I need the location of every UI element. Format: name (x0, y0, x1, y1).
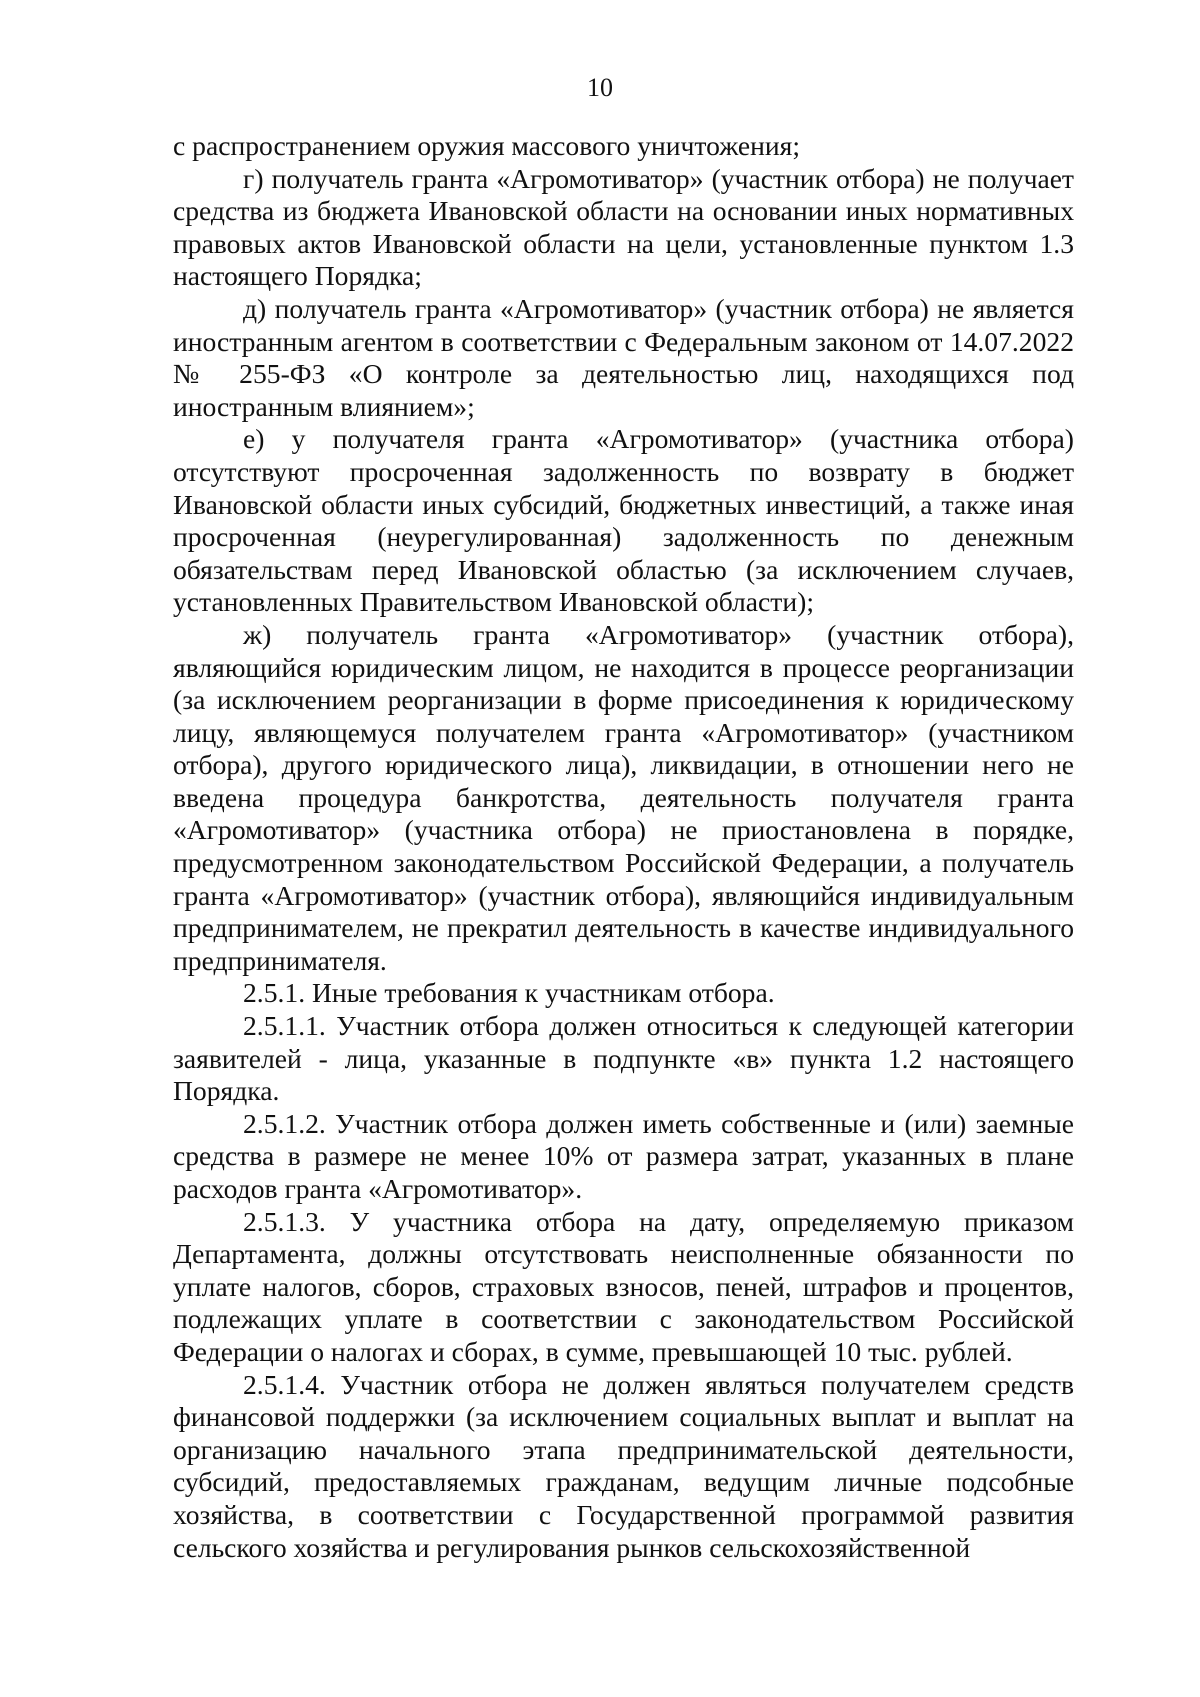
paragraph-item-zh: ж) получатель гранта «Агромотиватор» (участник отбора), являющийся юридическим лицом, не находится в процессе реорганизации (за исключением реорганизации в форме присоединения к юридическому лицу, являющемуся получателем гранта «Агромотиватор» (участником отбора), другого юридического лица), ликвидации, в отношении него не введена процедура банкротства, деятельность получателя гранта «Агромотиватор» (участника отбора) не приостановлена в порядке, предусмотренном законодательством Российской Федерации, а получатель гранта «Агромотиватор» (участник отбора), являющийся индивидуальным предпринимателем, не прекратил деятельность в качестве индивидуального предпринимателя. (173, 618, 1074, 976)
paragraph-item-d: д) получатель гранта «Агромотиватор» (участник отбора) не является иностранным агентом в соответствии с Федеральным законом от 14.07.2022 № 255-ФЗ «О контроле за деятельностью лиц, находящихся под иностранным влиянием»; (173, 292, 1074, 422)
paragraph-item-g: г) получатель гранта «Агромотиватор» (участник отбора) не получает средства из бюджета Ивановской области на основании иных нормативных правовых актов Ивановской области на цели, установленные пунктом 1.3 настоящего Порядка; (173, 162, 1074, 292)
paragraph-2-5-1-2: 2.5.1.2. Участник отбора должен иметь собственные и (или) заемные средства в размере не менее 10% от размера затрат, указанных в плане расходов гранта «Агромотиватор». (173, 1107, 1074, 1204)
paragraph-2-5-1-4: 2.5.1.4. Участник отбора не должен являться получателем средств финансовой поддержки (за исключением социальных выплат и выплат на организацию начального этапа предпринимательской деятельности, субсидий, предоставляемых гражданам, ведущим личные подсобные хозяйства, в соответствии с Государственной программой развития сельского хозяйства и регулирования рынков сельскохозяйственной (173, 1368, 1074, 1563)
paragraph-2-5-1-3: 2.5.1.3. У участника отбора на дату, определяемую приказом Департамента, должны отсутствовать неисполненные обязанности по уплате налогов, сборов, страховых взносов, пеней, штрафов и процентов, подлежащих уплате в соответствии с законодательством Российской Федерации о налогах и сборах, в сумме, превышающей 10 тыс. рублей. (173, 1205, 1074, 1367)
paragraph-2-5-1: 2.5.1. Иные требования к участникам отбора. (243, 977, 775, 1009)
page-number: 10 (587, 73, 613, 102)
paragraph-2-5-1-1: 2.5.1.1. Участник отбора должен относиться к следующей категории заявителей - лица, указанные в подпункте «в» пункта 1.2 настоящего Порядка. (173, 1010, 1074, 1107)
paragraph-continuation: с распространением оружия массового уничтожения; (173, 130, 801, 161)
document-body (173, 130, 1074, 1564)
paragraph-item-e: е) у получателя гранта «Агромотиватор» (участника отбора) отсутствуют просроченная задолженность по возврату в бюджет Ивановской области иных субсидий, бюджетных инвестиций, а также иная просроченная (неурегулированная) задолженность по денежным обязательствам перед Ивановской областью (за исключением случаев, установленных Правительством Ивановской области); (173, 423, 1074, 618)
